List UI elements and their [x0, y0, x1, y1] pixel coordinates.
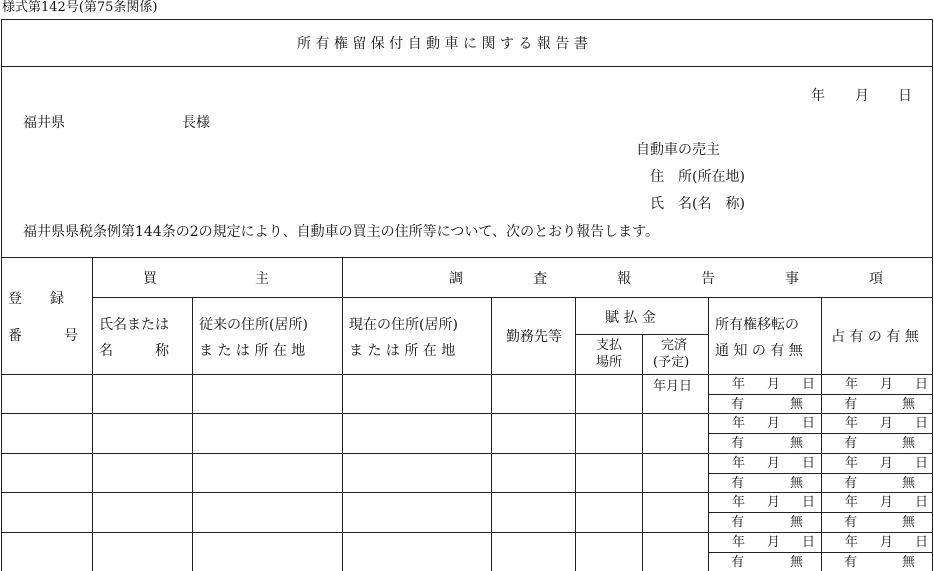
row4-bottom — [1, 532, 933, 533]
col-occupy-label: 占 有 の 有 無 — [831, 329, 919, 345]
transfer-yes: 有 — [731, 436, 745, 451]
occupy-no: 無 — [902, 397, 916, 412]
col-prev-addr-label-1: 従来の住所(居所) — [199, 317, 308, 333]
occupy-no: 無 — [902, 555, 916, 570]
occupy-yes: 有 — [844, 515, 858, 530]
col-curr-addr-label-1: 現在の住所(居所) — [349, 317, 458, 333]
col-curr-addr-label-2: ま た は 所 在 地 — [349, 343, 456, 359]
row4-mid-line — [708, 512, 932, 513]
addressee-suffix: 長様 — [182, 115, 210, 131]
table-row: 年 月 日 — [732, 495, 816, 510]
title-divider — [1, 66, 933, 67]
reg-num-label-2: 番 号 — [8, 328, 78, 344]
form-number-label: 様式第142号(第75条関係) — [2, 0, 158, 15]
row2-bottom — [1, 453, 933, 454]
occupy-yes: 有 — [844, 436, 858, 451]
occupy-yes: 有 — [844, 397, 858, 412]
col-pay-place-label-1: 支払 — [596, 338, 623, 353]
transfer-no: 無 — [790, 436, 804, 451]
col-line-transfer — [821, 297, 822, 571]
col-transfer-label-2: 通 知 の 有 無 — [715, 343, 803, 359]
table-row: 年 月 日 — [732, 535, 816, 550]
occupy-yes: 有 — [844, 555, 858, 570]
survey-group-header: 調 査 報 告 事 項 — [449, 271, 883, 287]
col-work-label: 勤務先等 — [506, 329, 562, 345]
table-row: 年 月 日 — [845, 535, 929, 550]
table-header-bottom — [1, 374, 933, 375]
col-done-label-2: (予定) — [653, 355, 690, 370]
col-line-work — [575, 297, 576, 571]
occupy-yes: 有 — [844, 476, 858, 491]
frame-left-line — [1, 19, 2, 571]
statement-text: 福井県県税条例第144条の2の規定により、自動車の買主の住所等について、次のとおり報告します。 — [23, 224, 659, 240]
table-row: 年 月 日 — [732, 377, 816, 392]
col-line-prev-addr — [342, 257, 343, 571]
date-month: 月 — [855, 88, 869, 104]
row3-mid-line — [708, 473, 932, 474]
seller-heading: 自動車の売主 — [636, 142, 720, 158]
addressee-prefecture: 福井県 — [23, 115, 65, 131]
buyer-group-header: 買 主 — [143, 271, 269, 287]
col-prev-addr-label-2: ま た は 所 在 地 — [199, 343, 306, 359]
row1-done-date-label: 年月日 — [653, 379, 693, 394]
transfer-no: 無 — [790, 555, 804, 570]
transfer-yes: 有 — [731, 476, 745, 491]
table-row: 年 月 日 — [732, 456, 816, 471]
col-pay-place-label-2: 場所 — [596, 355, 623, 370]
document-title: 所 有 権 留 保 付 自 動 車 に 関 す る 報 告 書 — [297, 36, 588, 52]
row1-bottom — [1, 413, 933, 414]
table-row: 年 月 日 — [845, 495, 929, 510]
seller-name-label: 氏 名(名 称) — [650, 196, 745, 212]
reg-num-label-1: 登 録 — [8, 291, 64, 307]
col-line-done — [708, 297, 709, 571]
row3-bottom — [1, 492, 933, 493]
col-line-name — [192, 297, 193, 571]
transfer-yes: 有 — [731, 515, 745, 530]
row1-mid-line — [708, 394, 932, 395]
col-line-reg — [92, 257, 93, 571]
frame-right-line — [932, 19, 933, 571]
occupy-no: 無 — [902, 515, 916, 530]
table-top-line — [1, 257, 933, 258]
occupy-no: 無 — [902, 476, 916, 491]
frame-top-line — [1, 19, 933, 20]
table-row: 年 月 日 — [845, 456, 929, 471]
col-line-curr-addr — [491, 297, 492, 571]
seller-address-label: 住 所(所在地) — [650, 169, 745, 185]
col-name-label-2: 名 称 — [99, 343, 169, 359]
table-row: 年 月 日 — [732, 416, 816, 431]
date-year: 年 — [811, 88, 825, 104]
transfer-yes: 有 — [731, 555, 745, 570]
col-line-pay-place — [642, 334, 643, 571]
table-group-divider — [92, 297, 932, 298]
row5-mid-line — [708, 552, 932, 553]
transfer-no: 無 — [790, 515, 804, 530]
transfer-yes: 有 — [731, 397, 745, 412]
row2-mid-line — [708, 433, 932, 434]
date-day: 日 — [898, 88, 912, 104]
transfer-no: 無 — [790, 397, 804, 412]
table-row: 年 月 日 — [845, 416, 929, 431]
col-transfer-label-1: 所有権移転の — [715, 317, 799, 333]
table-row: 年 月 日 — [845, 377, 929, 392]
occupy-no: 無 — [902, 436, 916, 451]
col-name-label-1: 氏名または — [99, 317, 169, 333]
transfer-no: 無 — [790, 476, 804, 491]
col-installment-label: 賦 払 金 — [605, 310, 656, 326]
col-done-label-1: 完済 — [661, 338, 688, 353]
